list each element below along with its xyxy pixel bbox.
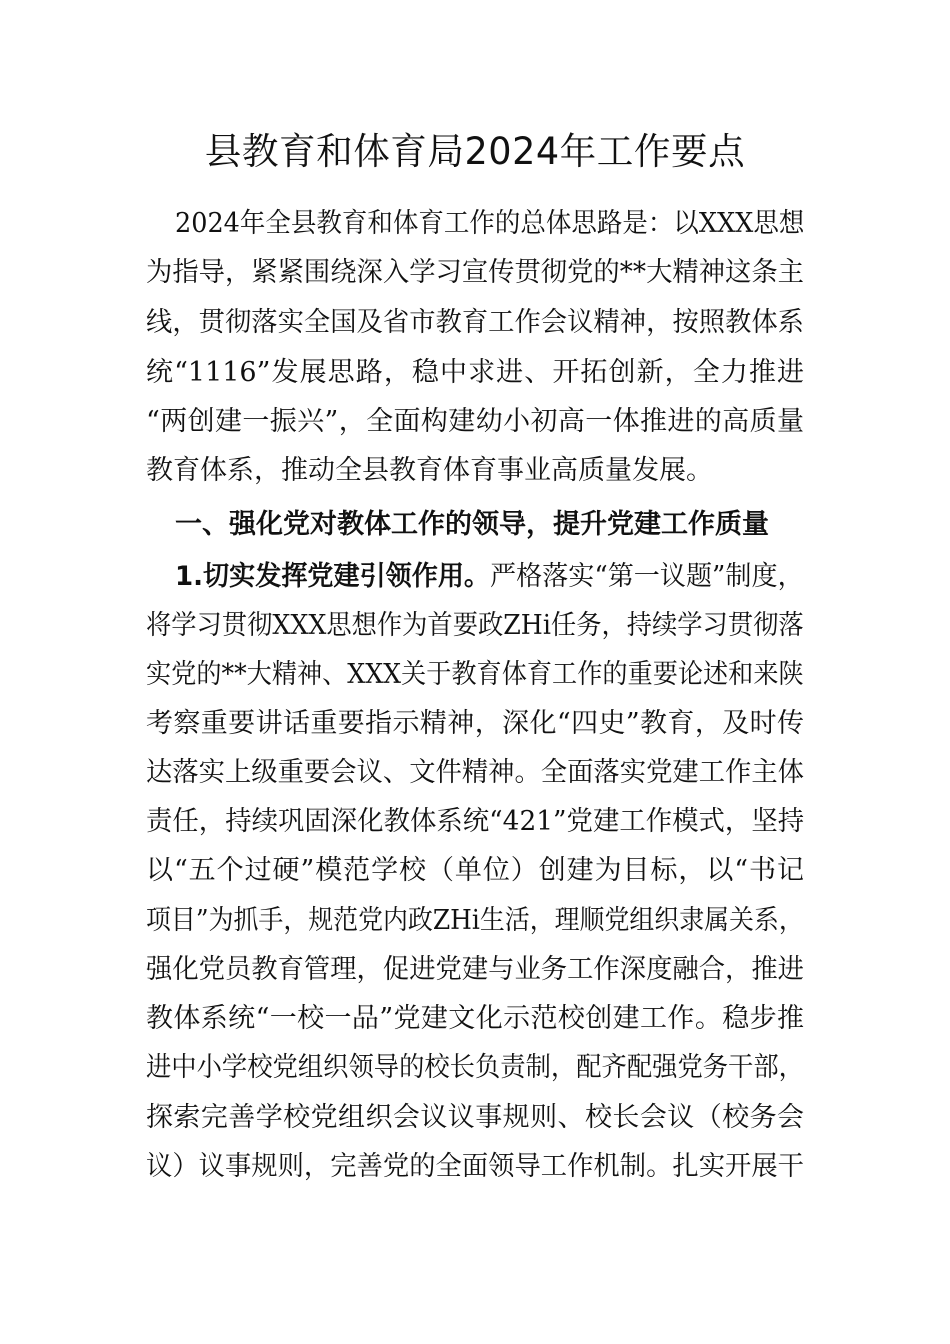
- body-line: [0, 945, 950, 994]
- intro-line-text: 2024年全县教育和体育工作的总体思路是：以XXX思想: [175, 208, 805, 239]
- body-line-text: 进中小学校党组织领导的校长负责制，配齐配强党务干部，: [146, 1052, 804, 1083]
- body-line-text: 实党的**大精神、XXX关于教育体育工作的重要论述和来陕: [146, 659, 804, 690]
- body-line: [0, 846, 950, 895]
- intro-line: [0, 199, 950, 248]
- body-line: [0, 1142, 950, 1191]
- intro-line-text: 统“1116”发展思路，稳中求进、开拓创新，全力推进: [146, 357, 804, 388]
- intro-line: [0, 298, 950, 347]
- intro-line: [0, 397, 950, 446]
- document-title: 县教育和体育局2024年工作要点: [204, 130, 746, 173]
- intro-line-text: 教育体系，推动全县教育体育事业高质量发展。: [146, 455, 713, 486]
- section-heading-text: 一、强化党对教体工作的领导，提升党建工作质量: [175, 509, 769, 540]
- body-line-text: 以“五个过硬”模范学校（单位）创建为目标，以“书记: [146, 855, 804, 886]
- body-line-text: 考察重要讲话重要指示精神，深化“四史”教育，及时传: [146, 708, 804, 739]
- body-line: [0, 1093, 950, 1142]
- body-line-text: 责任，持续巩固深化教体系统“421”党建工作模式，坚持: [146, 806, 805, 837]
- body-line: [0, 797, 950, 846]
- body-line-text: 探索完善学校党组织会议议事规则、校长会议（校务会: [146, 1102, 804, 1133]
- body-line: [0, 748, 950, 797]
- body-line: [0, 650, 950, 699]
- item-1-first-line-rest: 严格落实“第一议题”制度，: [490, 561, 804, 592]
- section-heading: [0, 500, 950, 549]
- intro-line-text: 为指导，紧紧围绕深入学习宣传贯彻党的**大精神这条主: [146, 257, 804, 288]
- body-line-text: 项目”为抓手，规范党内政ZHi生活，理顺党组织隶属关系，: [146, 905, 804, 936]
- body-line-text: 议）议事规则，完善党的全面领导工作机制。扎实开展干: [146, 1151, 804, 1182]
- item-1-first-line: [0, 552, 950, 601]
- body-line: [0, 601, 950, 650]
- body-line-text: 将学习贯彻XXX思想作为首要政ZHi任务，持续学习贯彻落: [146, 610, 804, 641]
- body-line-text: 教体系统“一校一品”党建文化示范校创建工作。稳步推: [146, 1003, 804, 1034]
- body-line-text: 强化党员教育管理，促进党建与业务工作深度融合，推进: [146, 954, 804, 985]
- intro-line: [0, 348, 950, 397]
- intro-line: [0, 248, 950, 297]
- item-1-lead: 1.切实发挥党建引领作用。: [175, 561, 491, 592]
- body-line: [0, 994, 950, 1043]
- item-1-first-line-text: [175, 552, 804, 601]
- intro-line-text: 线，贯彻落实全国及省市教育工作会议精神，按照教体系: [146, 307, 804, 338]
- intro-line: [0, 446, 950, 495]
- body-line: [0, 699, 950, 748]
- body-line: [0, 896, 950, 945]
- intro-line-text: “两创建一振兴”，全面构建幼小初高一体推进的高质量: [146, 406, 804, 437]
- body-line-text: 达落实上级重要会议、文件精神。全面落实党建工作主体: [146, 757, 804, 788]
- body-line: [0, 1043, 950, 1092]
